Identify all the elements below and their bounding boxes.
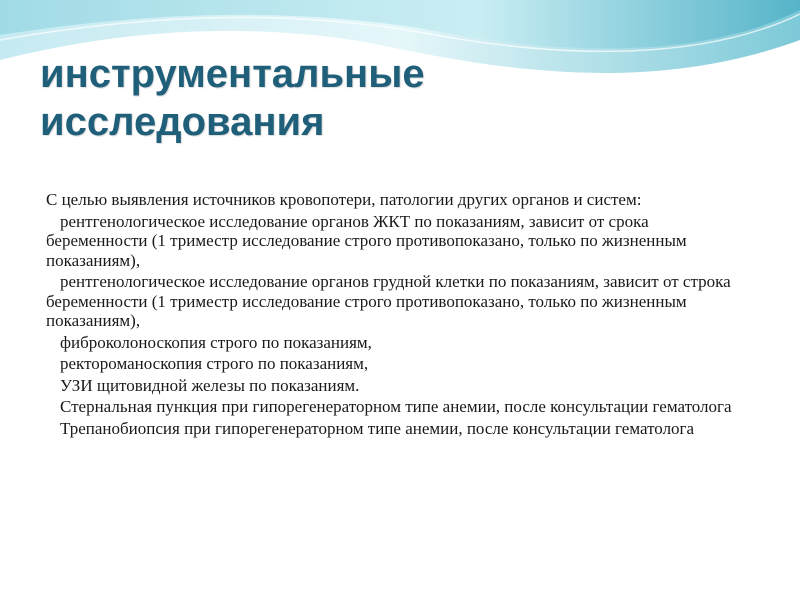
list-item-text: ректороманоскопия строго по показаниям, xyxy=(60,354,369,373)
title-line-2: исследования xyxy=(40,100,325,144)
slide-body xyxy=(46,190,746,440)
list-item xyxy=(46,419,746,439)
list-item-text: УЗИ щитовидной железы по показаниям. xyxy=(60,375,360,395)
list-item xyxy=(46,272,746,331)
list-item xyxy=(46,354,746,374)
list-item xyxy=(46,212,746,271)
intro-text: С целью выявления источников кровопотери, патологии других органов и систем: xyxy=(46,190,642,209)
list-item xyxy=(46,376,746,396)
slide-title xyxy=(40,50,760,146)
list-item-text: Стернальная пункция при гипорегенераторном типе анемии, после консультации гематолога xyxy=(60,397,732,416)
list-item xyxy=(46,397,746,417)
list-item-text: рентгенологическое исследование органов грудной клетки по показаниям, зависит от строка беременности (1 триместр исследование строго противопоказано, только по жизненным показаниям), xyxy=(46,272,731,330)
title-line-1: инструментальные xyxy=(40,52,425,96)
list-item-text: фиброколоноскопия строго по показаниям, xyxy=(60,332,372,352)
list-item xyxy=(46,333,746,353)
list-item-text: рентгенологическое исследование органов ЖКТ по показаниям, зависит от срока беременности (1 триместр исследование строго противопоказано, только по жизненным показаниям), xyxy=(46,211,687,270)
list-item-text: Трепанобиопсия при гипорегенераторном типе анемии, после консультации гематолога xyxy=(60,418,695,438)
